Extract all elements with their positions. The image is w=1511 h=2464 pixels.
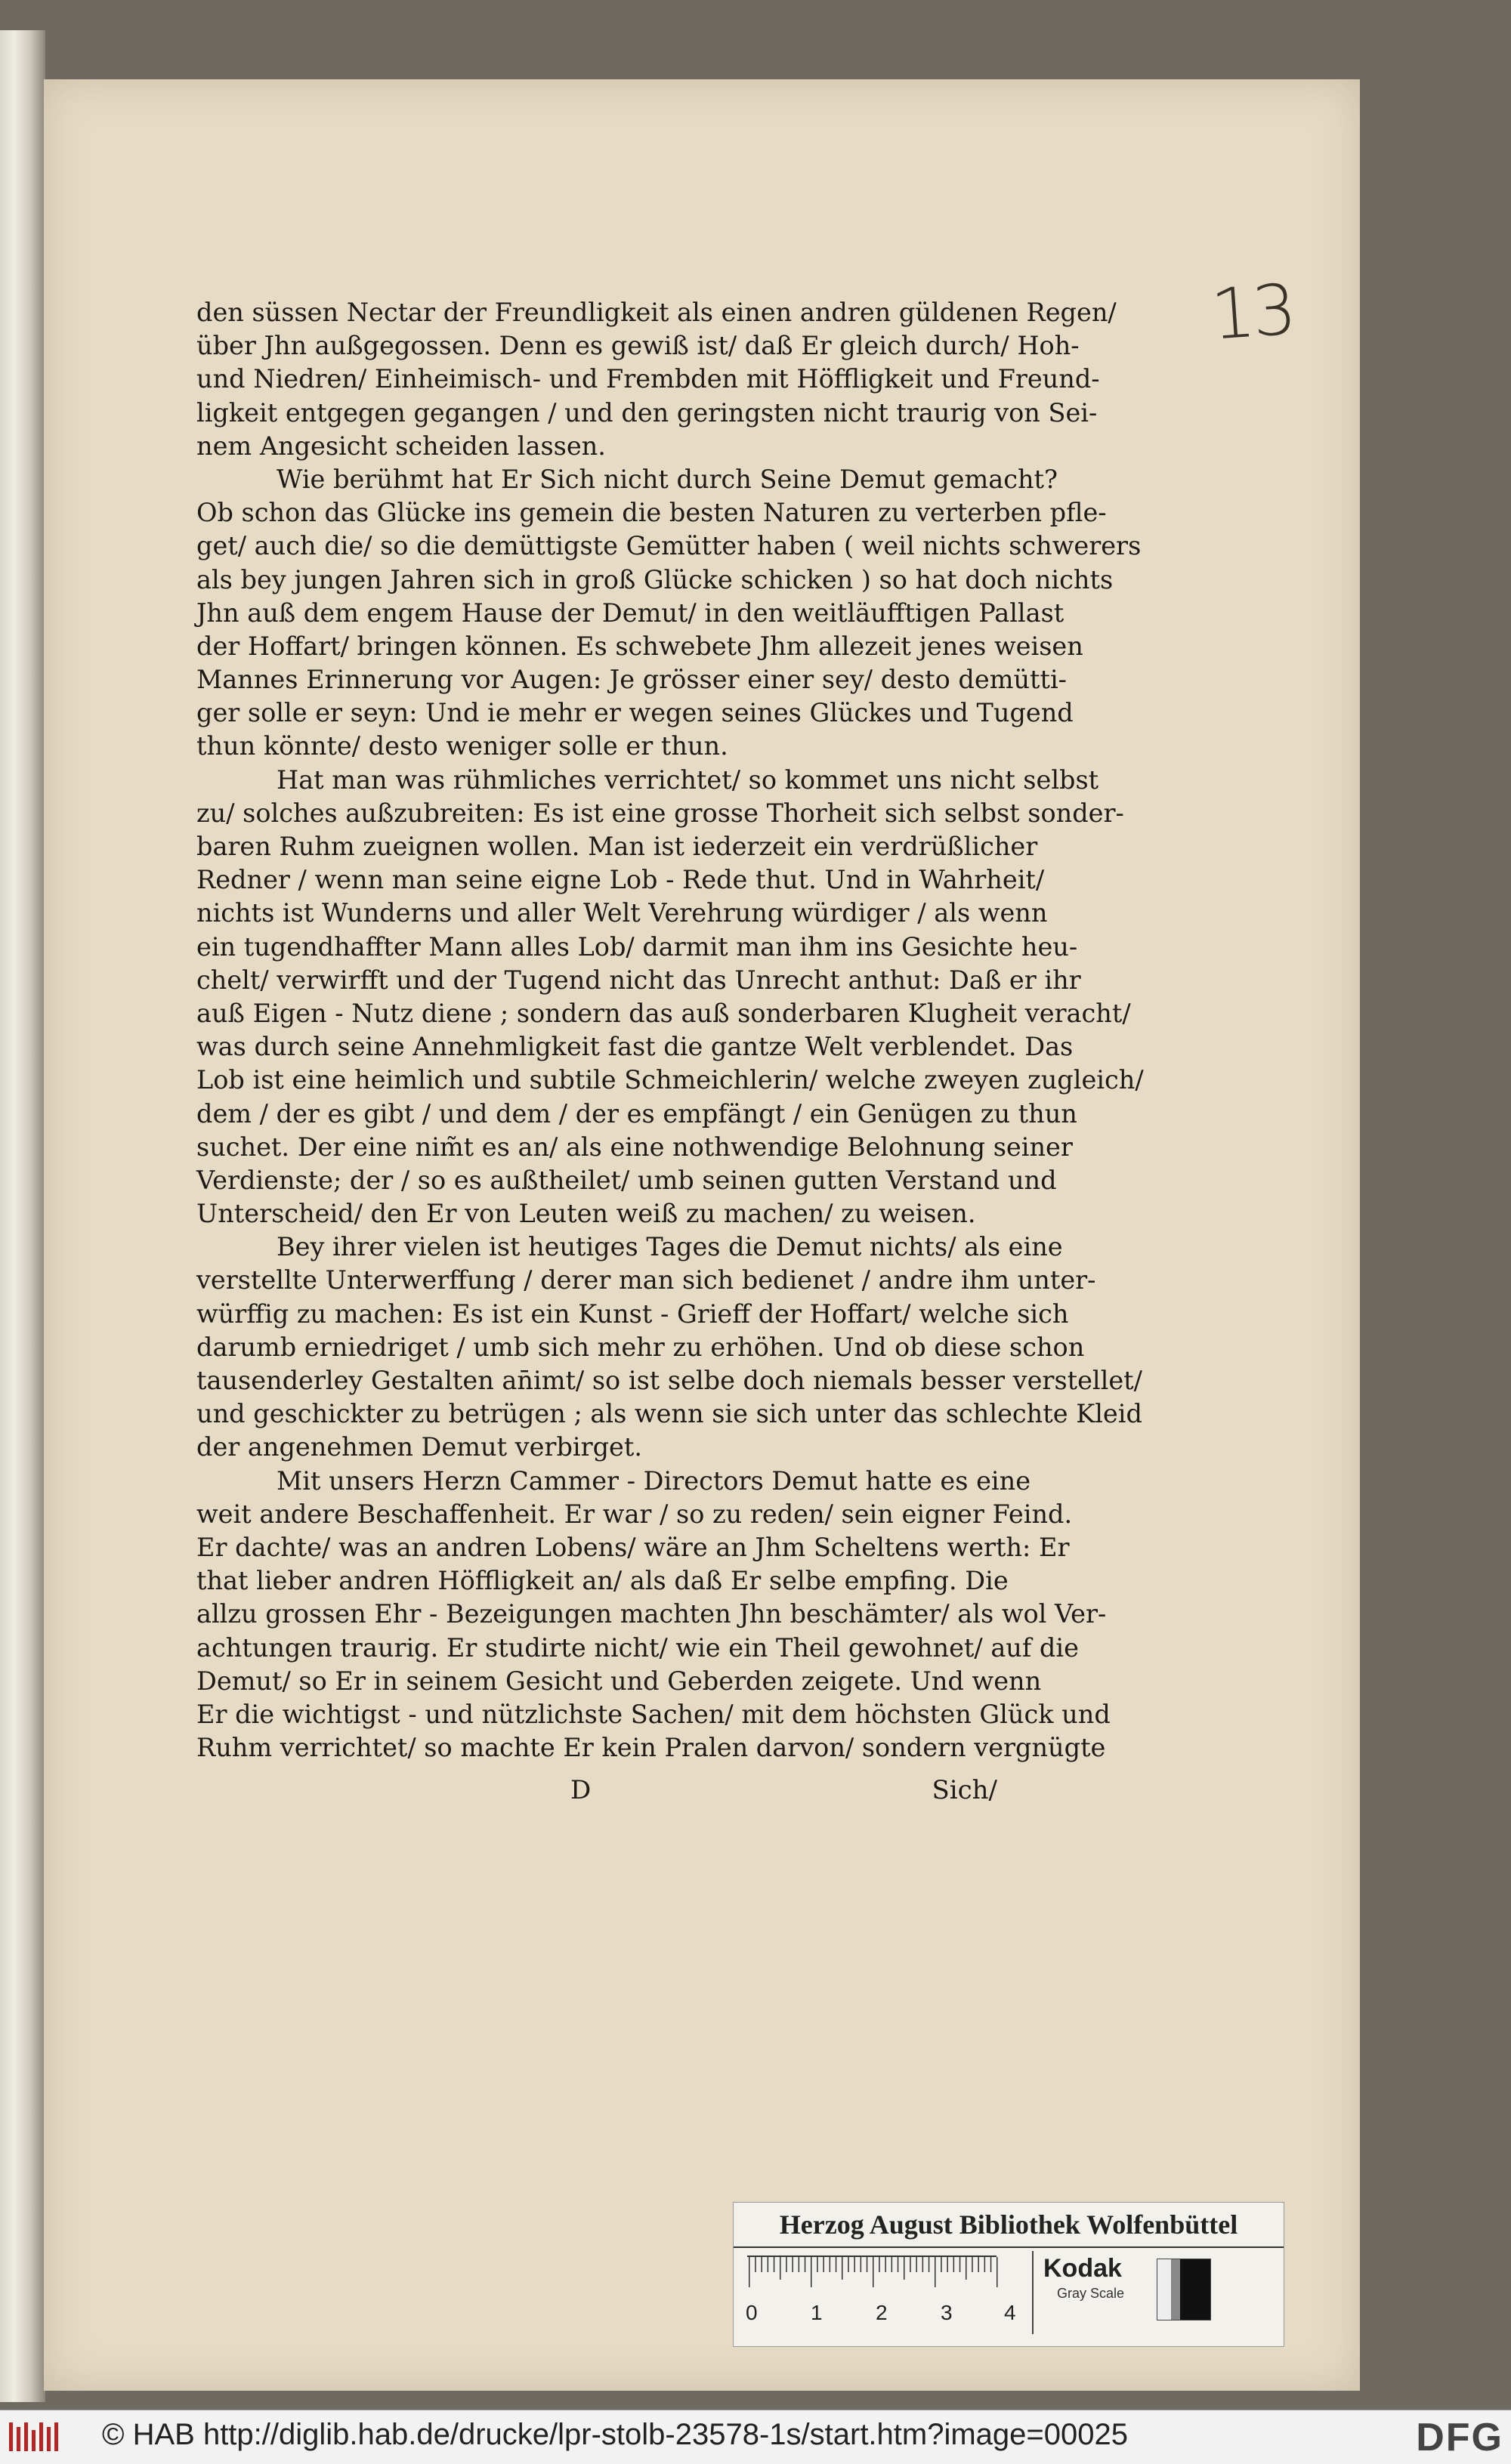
book-binding bbox=[0, 30, 45, 2402]
ruler-tick bbox=[768, 2257, 769, 2272]
color-reference-card bbox=[733, 2202, 1284, 2347]
ruler-label-1: 1 bbox=[811, 2301, 823, 2324]
ruler-label-2: 2 bbox=[876, 2301, 888, 2324]
ruler-tick bbox=[823, 2257, 824, 2272]
text-line: that lieber andren Höffligkeit an/ als daß Er selbe empfing. Die bbox=[196, 1566, 1009, 1596]
text-line: als bey jungen Jahren sich in groß Glücke schicken ) so hat doch nichts bbox=[196, 564, 1114, 594]
text-line: chelt/ verwirfft und der Tugend nicht das Unrecht anthut: Daß er ihr bbox=[196, 965, 1081, 995]
text-line: Redner / wenn man seine eigne Lob - Rede thut. Und in Wahrheit/ bbox=[196, 865, 1045, 895]
ruler-tick bbox=[891, 2257, 893, 2272]
ruler-tick bbox=[854, 2257, 855, 2272]
text-line: der Hoffart/ bringen können. Es schwebete Jhm allezeit jenes weisen bbox=[196, 631, 1083, 661]
ruler-tick bbox=[904, 2257, 905, 2280]
text-line: und Niedren/ Einheimisch- und Frembden mit Höffligkeit und Freund- bbox=[196, 364, 1100, 394]
ruler-tick bbox=[978, 2257, 979, 2272]
text-line: baren Ruhm zueignen wollen. Man ist iederzeit ein verdrüßlicher bbox=[196, 832, 1038, 861]
text-line: Hat man was rühmliches verrichtet/ so kommet uns nicht selbst bbox=[277, 764, 1099, 795]
ruler-tick bbox=[805, 2257, 806, 2272]
text-line: Jhn auß dem engem Hause der Demut/ in den weitläufftigen Pallast bbox=[196, 597, 1064, 628]
ruler-scale bbox=[747, 2251, 997, 2304]
ruler-tick bbox=[885, 2257, 886, 2272]
text-line: ein tugendhaffter Mann alles Lob/ darmit man ihm ins Gesichte heu- bbox=[196, 931, 1078, 962]
ruler-tick bbox=[786, 2257, 787, 2272]
ruler-tick bbox=[842, 2257, 843, 2280]
text-line: auß Eigen - Nutz diene ; sondern das auß sonderbaren Klugheit veracht/ bbox=[196, 998, 1131, 1028]
text-line: Mit unsers Herzn Cammer - Directors Demut hatte es eine bbox=[277, 1465, 1031, 1496]
text-line: Wie berühmt hat Er Sich nicht durch Seine Demut gemacht? bbox=[277, 464, 1058, 494]
ruler-tick bbox=[935, 2257, 936, 2287]
ruler-tick bbox=[947, 2257, 948, 2272]
ruler-label-4: 4 bbox=[1004, 2301, 1016, 2324]
text-line: thun könnte/ desto weniger solle er thun. bbox=[196, 731, 728, 761]
text-line: Bey ihrer vielen ist heutiges Tages die Demut nichts/ als eine bbox=[277, 1232, 1063, 1262]
ruler-tick bbox=[817, 2257, 818, 2272]
signature-mark: D bbox=[570, 1775, 592, 1805]
text-line: nem Angesicht scheiden lassen. bbox=[196, 431, 606, 461]
ruler-label-0: 0 bbox=[746, 2301, 758, 2324]
text-line: Er die wichtigst - und nützlichste Sachen/ mit dem höchsten Glück und bbox=[196, 1699, 1111, 1729]
card-title: Herzog August Bibliothek Wolfenbüttel bbox=[734, 2203, 1284, 2248]
ruler-tick bbox=[836, 2257, 837, 2272]
dfg-logo: DFG bbox=[1416, 2416, 1503, 2459]
ruler-tick bbox=[755, 2257, 756, 2272]
barcode-icon bbox=[8, 2419, 68, 2454]
text-line: Ruhm verrichtet/ so machte Er kein Pralen darvon/ sondern vergnügte bbox=[196, 1733, 1106, 1763]
text-line: Mannes Erinnerung vor Augen: Je grösser einer sey/ desto demütti- bbox=[196, 665, 1068, 695]
text-line: was durch seine Annehmligkeit fast die gantze Welt verblendet. Das bbox=[196, 1032, 1074, 1062]
ruler-label-3: 3 bbox=[941, 2301, 953, 2324]
text-line: tausenderley Gestalten an̄imt/ so ist selbe doch niemals besser verstellet/ bbox=[196, 1366, 1142, 1395]
page-folio-number: 13 bbox=[1208, 269, 1296, 356]
ruler-tick bbox=[910, 2257, 911, 2272]
ruler-tick bbox=[867, 2257, 868, 2272]
ruler-tick bbox=[959, 2257, 961, 2272]
body-text bbox=[196, 296, 1144, 1765]
ruler-tick bbox=[922, 2257, 924, 2272]
text-line: allzu grossen Ehr - Bezeigungen machten Jhn beschämter/ als wol Ver- bbox=[196, 1599, 1107, 1629]
text-line: den süssen Nectar der Freundligkeit als einen andren güldenen Regen/ bbox=[196, 298, 1117, 327]
text-line: ligkeit entgegen gegangen / und den geringsten nicht traurig von Sei- bbox=[196, 397, 1098, 428]
ruler-tick bbox=[873, 2257, 874, 2287]
ruler-tick bbox=[990, 2257, 992, 2272]
text-line: achtungen traurig. Er studirte nicht/ wie ein Theil gewohnet/ auf die bbox=[196, 1632, 1079, 1663]
text-line: der angenehmen Demut verbirget. bbox=[196, 1432, 642, 1462]
ruler-tick bbox=[749, 2257, 750, 2287]
text-line: Demut/ so Er in seinem Gesicht und Geberden zeigete. Und wenn bbox=[196, 1666, 1042, 1696]
ruler-tick bbox=[761, 2257, 762, 2272]
ruler-tick bbox=[792, 2257, 793, 2272]
text-line: verstellte Unterwerffung / derer man sich bedienet / andre ihm unter- bbox=[196, 1265, 1096, 1295]
ruler-tick bbox=[929, 2257, 930, 2272]
kodak-logo: Kodak bbox=[1043, 2254, 1122, 2283]
ruler-tick bbox=[848, 2257, 849, 2272]
text-line: get/ auch die/ so die demüttigste Gemütter haben ( weil nichts schwerers bbox=[196, 531, 1142, 561]
ruler-tick bbox=[811, 2257, 812, 2287]
gray-scale-patch bbox=[1157, 2259, 1211, 2320]
text-line: suchet. Der eine nim̃t es an/ als eine nothwendige Belohnung seiner bbox=[196, 1132, 1073, 1162]
ruler-tick bbox=[830, 2257, 831, 2272]
ruler-tick bbox=[780, 2257, 781, 2280]
signature-row bbox=[196, 1775, 997, 1813]
ruler-tick bbox=[879, 2257, 880, 2272]
ruler-tick bbox=[799, 2257, 800, 2272]
text-line: Lob ist eine heimlich und subtile Schmeichlerin/ welche zweyen zugleich/ bbox=[196, 1065, 1144, 1095]
text-line: nichts ist Wunderns und aller Welt Verehrung würdiger / als wenn bbox=[196, 898, 1048, 928]
ruler-tick bbox=[953, 2257, 955, 2272]
ruler-tick bbox=[861, 2257, 862, 2272]
text-line: Ob schon das Glücke ins gemein die besten Naturen zu verterben pfle- bbox=[196, 498, 1107, 528]
text-line: über Jhn außgegossen. Denn es gewiß ist/ daß Er gleich durch/ Hoh- bbox=[196, 331, 1080, 361]
text-line: weit andere Beschaffenheit. Er war / so zu reden/ sein eigner Feind. bbox=[196, 1499, 1073, 1529]
text-line: Verdienste; der / so es außtheilet/ umb seinen gutten Verstand und bbox=[196, 1165, 1057, 1195]
text-line: zu/ solches außzubreiten: Es ist eine grosse Thorheit sich selbst sonder- bbox=[196, 798, 1124, 828]
text-line: darumb erniedriget / umb sich mehr zu erhöhen. Und ob diese schon bbox=[196, 1332, 1085, 1362]
text-line: dem / der es gibt / und dem / der es empfängt / ein Genügen zu thun bbox=[196, 1098, 1077, 1129]
ruler-tick bbox=[966, 2257, 967, 2280]
text-line: würffig zu machen: Es ist ein Kunst - Grieff der Hoffart/ welche sich bbox=[196, 1298, 1069, 1329]
ruler-tick bbox=[916, 2257, 917, 2272]
text-line: ger solle er seyn: Und ie mehr er wegen seines Glückes und Tugend bbox=[196, 698, 1074, 728]
footer-bar bbox=[0, 2410, 1511, 2464]
card-divider bbox=[1032, 2251, 1034, 2334]
ruler-tick bbox=[941, 2257, 942, 2272]
text-line: Unterscheid/ den Er von Leuten weiß zu machen/ zu weisen. bbox=[196, 1199, 976, 1229]
ruler-tick bbox=[972, 2257, 973, 2272]
ruler-tick bbox=[984, 2257, 986, 2272]
ruler-tick bbox=[898, 2257, 899, 2272]
ruler-tick bbox=[774, 2257, 775, 2272]
text-line: Er dachte/ was an andren Lobens/ wäre an Jhm Scheltens werth: Er bbox=[196, 1532, 1070, 1562]
footer-url[interactable]: © HAB http://diglib.hab.de/drucke/lpr-stolb-23578-1s/start.htm?image=00025 bbox=[102, 2418, 1129, 2451]
ruler-tick bbox=[997, 2257, 998, 2287]
text-line: und geschickter zu betrügen ; als wenn sie sich unter das schlechte Kleid bbox=[196, 1399, 1142, 1429]
catchword: Sich/ bbox=[932, 1775, 997, 1805]
gray-scale-label: Gray Scale bbox=[1057, 2286, 1125, 2301]
